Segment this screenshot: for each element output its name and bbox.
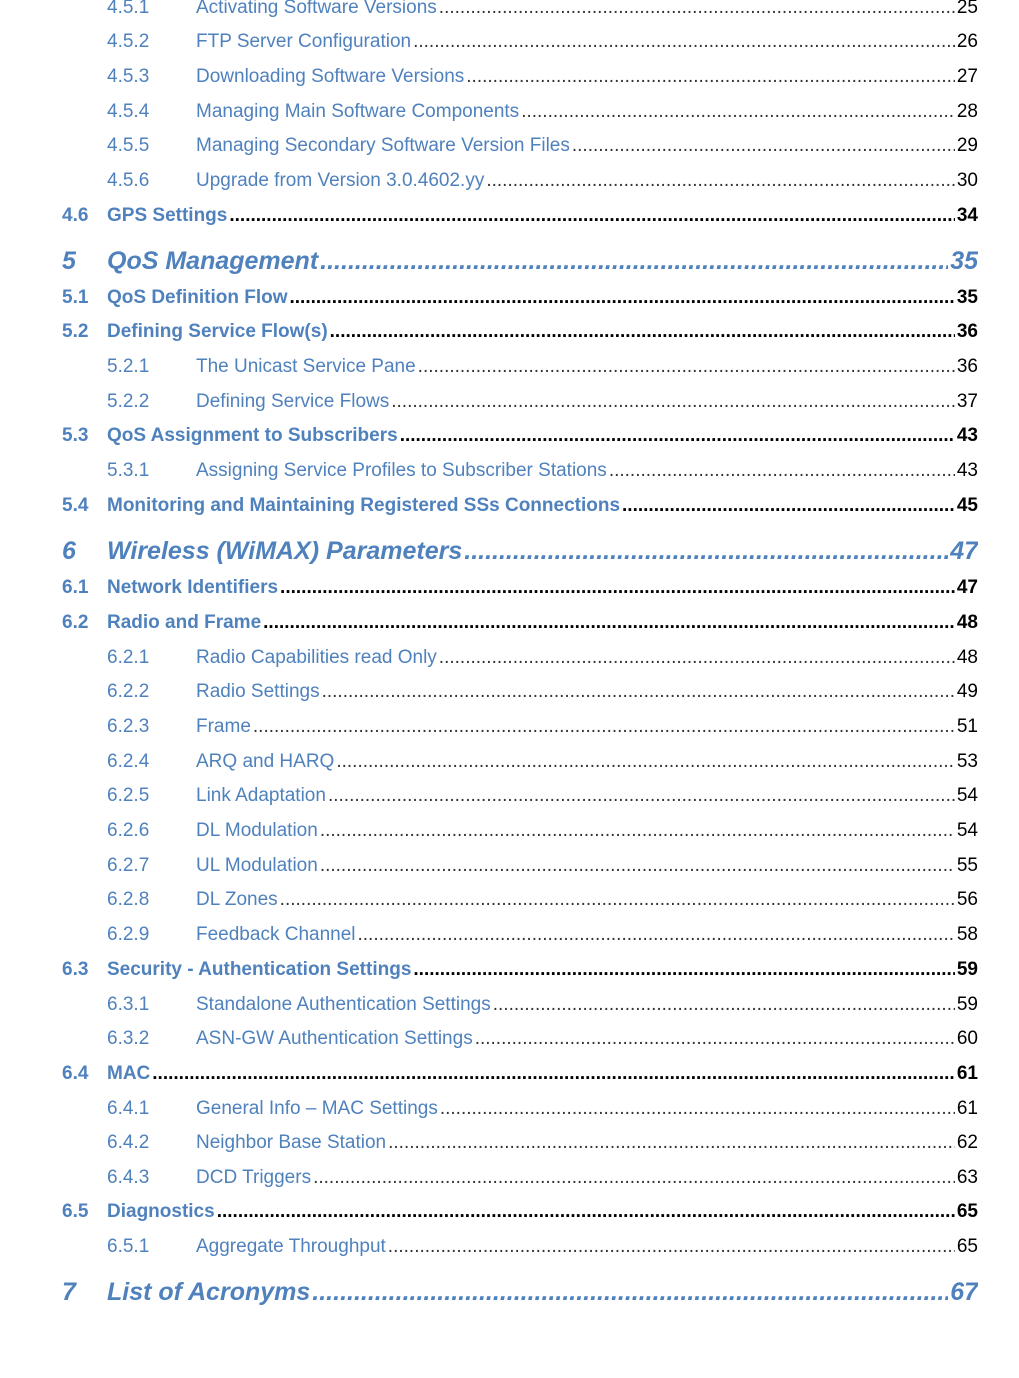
toc-entry-number: 6.2 — [62, 612, 89, 633]
dot-leader — [475, 1028, 955, 1050]
toc-entry-title: ARQ and HARQ — [196, 751, 335, 772]
dot-leader — [388, 1236, 955, 1258]
toc-entry-title: Defining Service Flow(s) — [107, 321, 328, 342]
dot-leader — [521, 101, 955, 123]
dot-leader — [413, 959, 954, 981]
toc-entry[interactable] — [107, 751, 978, 773]
toc-entry-page: 45 — [956, 495, 978, 516]
dot-leader — [336, 751, 955, 773]
toc-entry-title: Feedback Channel — [196, 924, 356, 945]
dot-leader — [313, 1167, 955, 1189]
toc-entry-title: FTP Server Configuration — [196, 31, 412, 52]
toc-entry-number: 6.2.4 — [107, 751, 150, 772]
toc-entry-title: General Info – MAC Settings — [196, 1098, 438, 1119]
dot-leader — [312, 1278, 948, 1307]
toc-entry-number: 6.2.1 — [107, 647, 150, 668]
toc-entry-title: Network Identifiers — [107, 577, 279, 598]
toc-entry-number: 6.3.2 — [107, 1028, 150, 1049]
toc-entry[interactable] — [107, 66, 978, 88]
toc-entry[interactable] — [62, 495, 978, 517]
dot-leader — [217, 1201, 955, 1223]
dot-leader — [322, 681, 955, 703]
toc-entry-number: 4.5.5 — [107, 135, 150, 156]
toc-entry-page: 63 — [956, 1167, 978, 1188]
toc-entry[interactable] — [62, 321, 978, 343]
toc-entry-page: 61 — [956, 1098, 978, 1119]
dot-leader — [320, 247, 948, 276]
toc-entry-number: 5 — [62, 247, 76, 275]
toc-entry-title: QoS Definition Flow — [107, 287, 288, 308]
toc-entry-title: Managing Secondary Software Version Files — [196, 135, 570, 156]
toc-entry-title: Managing Main Software Components — [196, 101, 520, 122]
toc-entry-page: 34 — [956, 205, 978, 226]
toc-entry[interactable] — [62, 425, 978, 447]
toc-entry-title: DL Modulation — [196, 820, 318, 841]
toc-entry[interactable] — [107, 1236, 978, 1258]
toc-entry-page: 58 — [956, 924, 978, 945]
toc-entry-title: Radio and Frame — [107, 612, 262, 633]
toc-entry-page: 48 — [956, 647, 978, 668]
dot-leader — [418, 356, 955, 378]
toc-entry-title: Aggregate Throughput — [196, 1236, 386, 1257]
toc-entry-title: Radio Settings — [196, 681, 320, 702]
toc-entry-page: 54 — [956, 820, 978, 841]
toc-entry[interactable] — [107, 647, 978, 669]
toc-entry-number: 4.5.4 — [107, 101, 150, 122]
dot-leader — [439, 647, 955, 669]
toc-entry-page: 26 — [956, 31, 978, 52]
toc-entry-page: 62 — [956, 1132, 978, 1153]
toc-entry-number: 6.2.5 — [107, 785, 150, 806]
toc-entry[interactable] — [107, 889, 978, 911]
toc-entry-page: 43 — [956, 425, 978, 446]
toc-entry[interactable] — [107, 924, 978, 946]
toc-entry-title: Assigning Service Profiles to Subscriber Stations — [196, 460, 607, 481]
dot-leader — [493, 994, 955, 1016]
toc-entry-page: 47 — [956, 577, 978, 598]
toc-entry-number: 4.5.6 — [107, 170, 150, 191]
toc-entry-page: 61 — [956, 1063, 978, 1084]
dot-leader — [391, 391, 955, 413]
toc-entry-page: 47 — [950, 537, 978, 565]
toc-entry[interactable] — [62, 1063, 978, 1085]
toc-entry[interactable] — [107, 356, 978, 378]
dot-leader — [440, 1098, 955, 1120]
toc-entry-page: 35 — [956, 287, 978, 308]
toc-entry-number: 7 — [62, 1278, 76, 1306]
toc-entry-number: 5.4 — [62, 495, 89, 516]
toc-entry-page: 27 — [956, 66, 978, 87]
toc-entry-title: UL Modulation — [196, 855, 318, 876]
toc-entry-number: 6.2.6 — [107, 820, 150, 841]
toc-entry-title: GPS Settings — [107, 205, 228, 226]
toc-entry[interactable] — [107, 855, 978, 877]
toc-entry-page: 59 — [956, 959, 978, 980]
toc-entry-number: 5.1 — [62, 287, 89, 308]
toc-entry[interactable] — [107, 1098, 978, 1120]
toc-entry-page: 53 — [956, 751, 978, 772]
toc-entry-page: 37 — [956, 391, 978, 412]
toc-entry-title: Neighbor Base Station — [196, 1132, 387, 1153]
toc-entry-number: 6.2.3 — [107, 716, 150, 737]
dot-leader — [229, 205, 955, 227]
dot-leader — [609, 460, 955, 482]
toc-entry-title: The Unicast Service Pane — [196, 356, 416, 377]
toc-entry-number: 5.2 — [62, 321, 89, 342]
toc-entry-number: 6 — [62, 537, 76, 565]
toc-entry-title: Activating Software Versions — [196, 0, 437, 18]
toc-entry[interactable] — [62, 1278, 978, 1307]
dot-leader — [280, 577, 955, 599]
toc-entry-title: Downloading Software Versions — [196, 66, 465, 87]
toc-entry[interactable] — [107, 785, 978, 807]
toc-entry-title: QoS Assignment to Subscribers — [107, 425, 398, 446]
toc-entry-page: 28 — [956, 101, 978, 122]
toc-entry[interactable] — [62, 612, 978, 634]
dot-leader — [486, 170, 955, 192]
toc-entry[interactable] — [107, 135, 978, 157]
toc-entry[interactable] — [62, 287, 978, 309]
dot-leader — [280, 889, 955, 911]
toc-entry-number: 6.1 — [62, 577, 89, 598]
toc-entry-page: 59 — [956, 994, 978, 1015]
dot-leader — [330, 321, 955, 343]
toc-entry-number: 6.4.1 — [107, 1098, 150, 1119]
toc-entry-title: DL Zones — [196, 889, 278, 910]
toc-entry[interactable] — [62, 205, 978, 227]
toc-entry[interactable] — [62, 247, 978, 276]
toc-entry[interactable] — [107, 101, 978, 123]
toc-entry-page: 29 — [956, 135, 978, 156]
toc-entry[interactable] — [62, 959, 978, 981]
toc-entry-title: ASN-GW Authentication Settings — [196, 1028, 473, 1049]
dot-leader — [464, 537, 948, 566]
dot-leader — [263, 612, 955, 634]
toc-entry-title: DCD Triggers — [196, 1167, 312, 1188]
dot-leader — [289, 287, 954, 309]
toc-entry-number: 6.3.1 — [107, 994, 150, 1015]
toc-entry[interactable] — [107, 31, 978, 53]
toc-entry[interactable] — [107, 1028, 978, 1050]
toc-entry-page: 30 — [956, 170, 978, 191]
dot-leader — [320, 820, 955, 842]
toc-entry-number: 4.5.2 — [107, 31, 150, 52]
toc-entry[interactable] — [107, 1167, 978, 1189]
toc-entry-number: 6.2.9 — [107, 924, 150, 945]
toc-entry[interactable] — [107, 716, 978, 738]
toc-entry[interactable] — [107, 820, 978, 842]
toc-entry-number: 6.4.2 — [107, 1132, 150, 1153]
toc-entry-number: 5.3 — [62, 425, 89, 446]
toc-entry-page: 49 — [956, 681, 978, 702]
dot-leader — [413, 31, 955, 53]
toc-entry-number: 4.5.3 — [107, 66, 150, 87]
toc-entry[interactable] — [107, 994, 978, 1016]
toc-entry-title: Radio Capabilities read Only — [196, 647, 437, 668]
toc-entry-title: Diagnostics — [107, 1201, 215, 1222]
toc-entry-title: QoS Management — [107, 247, 319, 275]
toc-entry-page: 65 — [956, 1236, 978, 1257]
toc-entry-page: 67 — [950, 1278, 978, 1306]
toc-entry-number: 6.2.2 — [107, 681, 150, 702]
toc-entry[interactable] — [62, 577, 978, 599]
toc-entry-page: 65 — [956, 1201, 978, 1222]
dot-leader — [328, 785, 955, 807]
dot-leader — [572, 135, 955, 157]
toc-entry-number: 4.5.1 — [107, 0, 150, 18]
toc-entry-title: List of Acronyms — [107, 1278, 311, 1306]
dot-leader — [152, 1063, 955, 1085]
toc-entry-page: 60 — [956, 1028, 978, 1049]
toc-entry[interactable] — [62, 1201, 978, 1223]
toc-entry-page: 55 — [956, 855, 978, 876]
toc-entry-title: MAC — [107, 1063, 151, 1084]
toc-entry[interactable] — [107, 0, 978, 19]
toc-entry-number: 6.5.1 — [107, 1236, 150, 1257]
toc-entry-number: 5.3.1 — [107, 460, 150, 481]
toc-entry-page: 51 — [956, 716, 978, 737]
dot-leader — [320, 855, 955, 877]
dot-leader — [358, 924, 955, 946]
toc-entry-title: Standalone Authentication Settings — [196, 994, 491, 1015]
toc-entry-number: 4.6 — [62, 205, 89, 226]
toc-entry[interactable] — [107, 681, 978, 703]
toc-entry-page: 35 — [950, 247, 978, 275]
toc-entry-page: 36 — [956, 321, 978, 342]
toc-entry-title: Frame — [196, 716, 251, 737]
dot-leader — [388, 1132, 955, 1154]
toc-entry-title: Defining Service Flows — [196, 391, 390, 412]
toc-entry-page: 56 — [956, 889, 978, 910]
toc-entry[interactable] — [107, 170, 978, 192]
toc-entry-number: 6.4 — [62, 1063, 89, 1084]
toc-entry[interactable] — [107, 460, 978, 482]
dot-leader — [622, 495, 955, 517]
toc-entry-title: Upgrade from Version 3.0.4602.yy — [196, 170, 485, 191]
toc-entry[interactable] — [107, 391, 978, 413]
toc-entry-number: 6.2.8 — [107, 889, 150, 910]
dot-leader — [400, 425, 955, 447]
toc-entry-number: 5.2.2 — [107, 391, 150, 412]
toc-entry-title: Link Adaptation — [196, 785, 326, 806]
toc-entry-number: 6.4.3 — [107, 1167, 150, 1188]
toc-entry-page: 48 — [956, 612, 978, 633]
toc-entry-number: 6.2.7 — [107, 855, 150, 876]
toc-entry-title: Wireless (WiMAX) Parameters — [107, 537, 463, 565]
toc-entry-number: 6.5 — [62, 1201, 89, 1222]
toc-entry-title: Security - Authentication Settings — [107, 959, 412, 980]
toc-entry-title: Monitoring and Maintaining Registered SSs Connections — [107, 495, 621, 516]
toc-entry-number: 6.3 — [62, 959, 89, 980]
toc-entry-page: 25 — [956, 0, 978, 18]
toc-entry[interactable] — [62, 537, 978, 566]
dot-leader — [253, 716, 955, 738]
dot-leader — [439, 0, 955, 19]
toc-entry-page: 54 — [956, 785, 978, 806]
toc-entry[interactable] — [107, 1132, 978, 1154]
toc-entry-page: 36 — [956, 356, 978, 377]
toc-entry-page: 43 — [956, 460, 978, 481]
dot-leader — [466, 66, 955, 88]
toc-entry-number: 5.2.1 — [107, 356, 150, 377]
